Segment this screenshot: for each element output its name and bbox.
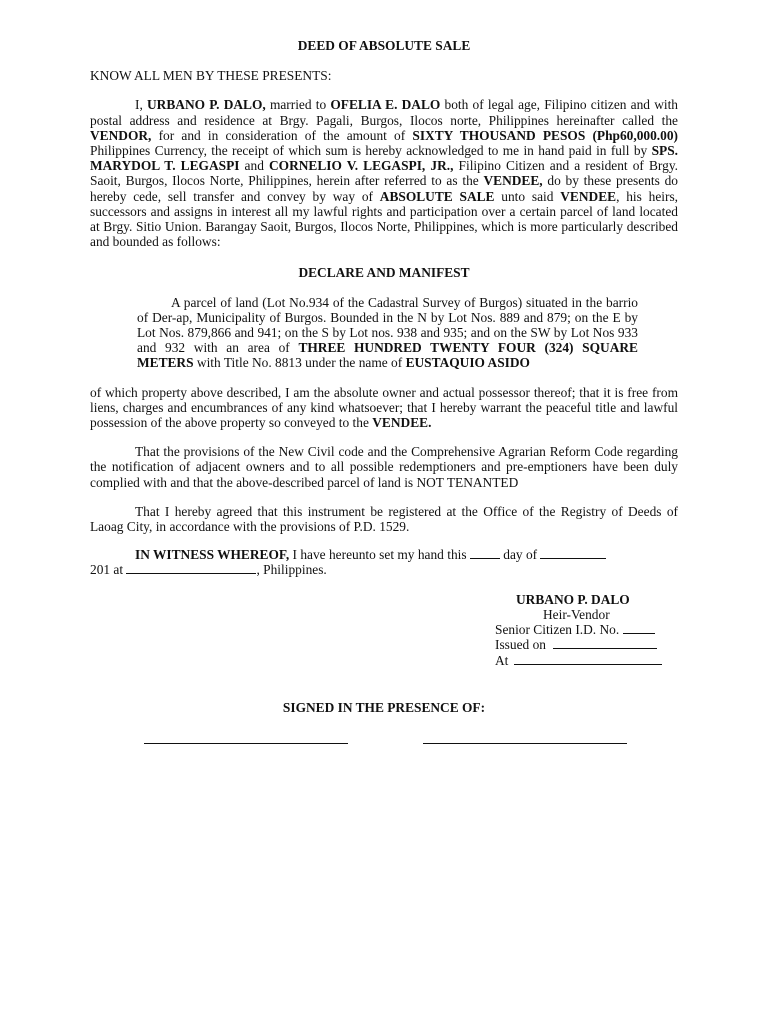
text: A parcel of land (Lot No.934 of the Cadastral Survey of Burgos) situated in the barrio of Der-ap, Municipality of Burgos. Bounded in the N by Lot Nos. 889 and 879; on the E by Lot Nos. 879,866 and 941; on the S by Lot nos. 938 and 935; and on the SW by Lot Nos 933 and 932 with an area of bbox=[137, 294, 638, 356]
witness-heading: SIGNED IN THE PRESENCE OF: bbox=[282, 699, 486, 715]
vendee-role: VENDEE, bbox=[483, 173, 543, 189]
text: both of legal age, Filipino citizen and with postal address and residence at Brgy. Pagali, Burgos, Ilocos norte, Philippines hereinafter called the bbox=[90, 97, 678, 128]
text: married to bbox=[265, 97, 331, 113]
witness-signature-lines bbox=[90, 727, 678, 757]
text: Philippines Currency, the receipt of which sum is hereby acknowledged to me in hand paid in full by bbox=[90, 143, 652, 159]
vendee-word: VENDEE bbox=[560, 188, 617, 204]
vendee-word: VENDEE. bbox=[372, 415, 432, 431]
text: unto said bbox=[494, 188, 561, 204]
sale-type: ABSOLUTE SALE bbox=[379, 188, 495, 204]
issued-label: Issued on bbox=[495, 637, 550, 653]
text: for and in consideration of the amount of bbox=[151, 127, 413, 143]
day-blank[interactable] bbox=[470, 547, 500, 559]
month-blank[interactable] bbox=[540, 547, 606, 559]
id-blank[interactable] bbox=[623, 622, 655, 634]
signatory-role: Heir-Vendor bbox=[543, 606, 610, 622]
document-title: DEED OF ABSOLUTE SALE bbox=[297, 38, 471, 53]
place-blank[interactable] bbox=[126, 562, 256, 574]
land-paragraph bbox=[137, 295, 638, 371]
salutation: KNOW ALL MEN BY THESE PRESENTS: bbox=[90, 68, 332, 84]
section-heading: DECLARE AND MANIFEST bbox=[298, 265, 470, 281]
title-owner: EUSTAQUIO ASIDO bbox=[405, 355, 530, 371]
text: , Philippines. bbox=[256, 562, 327, 578]
at-blank[interactable] bbox=[514, 653, 662, 665]
text: , his heirs, successors and assigns in interest all my lawful rights and participation over a certain parcel of land located at Brgy. Sitio Union. Barangay Saoit, Burgos, Ilocos Norte, Philippines, which is more particularly described and bounded as follows: bbox=[90, 188, 678, 250]
text: and bbox=[239, 158, 269, 174]
issued-on-line bbox=[495, 637, 678, 652]
vendor-name: URBANO P. DALO, bbox=[147, 97, 266, 113]
text: 201 at bbox=[90, 562, 127, 578]
paragraph-registration: That I hereby agreed that this instrument be registered at the Office of the Registry of Deeds of Laoag City, in accordance with the provisions of P.D. 1529. bbox=[90, 503, 678, 535]
sale-amount: SIXTY THOUSAND PESOS (Php60,000.00) bbox=[412, 127, 678, 143]
signature-block bbox=[495, 592, 678, 668]
paragraph-parties bbox=[90, 97, 678, 249]
witness-line-1[interactable] bbox=[144, 743, 348, 744]
text: with Title No. 8813 under the name of bbox=[193, 355, 406, 371]
paragraph-witness-line2 bbox=[90, 562, 678, 577]
paragraph-witness bbox=[90, 547, 678, 562]
issued-at-line bbox=[495, 653, 678, 668]
land-description bbox=[137, 295, 638, 371]
signatory-name: URBANO P. DALO bbox=[516, 591, 630, 607]
senior-id-line bbox=[495, 622, 678, 637]
text: of which property above described, I am the absolute owner and actual possessor thereof; that it is free from liens, charges and encumbrances of any kind whatsoever; that I hereby warrant the peaceful title and lawful possession of the above property so conveyed to the bbox=[90, 384, 678, 431]
text: I have hereunto set my hand this bbox=[289, 547, 470, 563]
text: day of bbox=[499, 547, 541, 563]
text: Filipino Citizen and a resident of Brgy. Saoit, Burgos, Ilocos Norte, Philippines, herein after referred to as the bbox=[90, 158, 679, 189]
id-label: Senior Citizen I.D. No. bbox=[495, 622, 623, 638]
issued-blank[interactable] bbox=[553, 637, 657, 649]
vendee-name-2: CORNELIO V. LEGASPI, JR., bbox=[269, 158, 454, 174]
at-label: At bbox=[495, 652, 512, 668]
land-area: THREE HUNDRED TWENTY FOUR (324) SQUARE METERS bbox=[137, 340, 638, 371]
vendee-name-1: SPS. MARYDOL T. LEGASPI bbox=[90, 143, 678, 174]
spouse-name: OFELIA E. DALO bbox=[330, 97, 441, 113]
paragraph-provisions: That the provisions of the New Civil code and the Comprehensive Agrarian Reform Code regarding the notification of adjacent owners and to all possible redemptioners and pre-emptioners have been duly complied with and that the above-described parcel of land is NOT TENANTED bbox=[90, 444, 678, 490]
witness-line-2[interactable] bbox=[423, 743, 627, 744]
text: do by these presents do hereby cede, sell transfer and convey by way of bbox=[90, 173, 678, 204]
vendor-role: VENDOR, bbox=[90, 127, 152, 143]
paragraph-ownership bbox=[90, 385, 678, 431]
witness-lead: IN WITNESS WHEREOF, bbox=[135, 547, 290, 563]
text: I, bbox=[135, 97, 147, 113]
